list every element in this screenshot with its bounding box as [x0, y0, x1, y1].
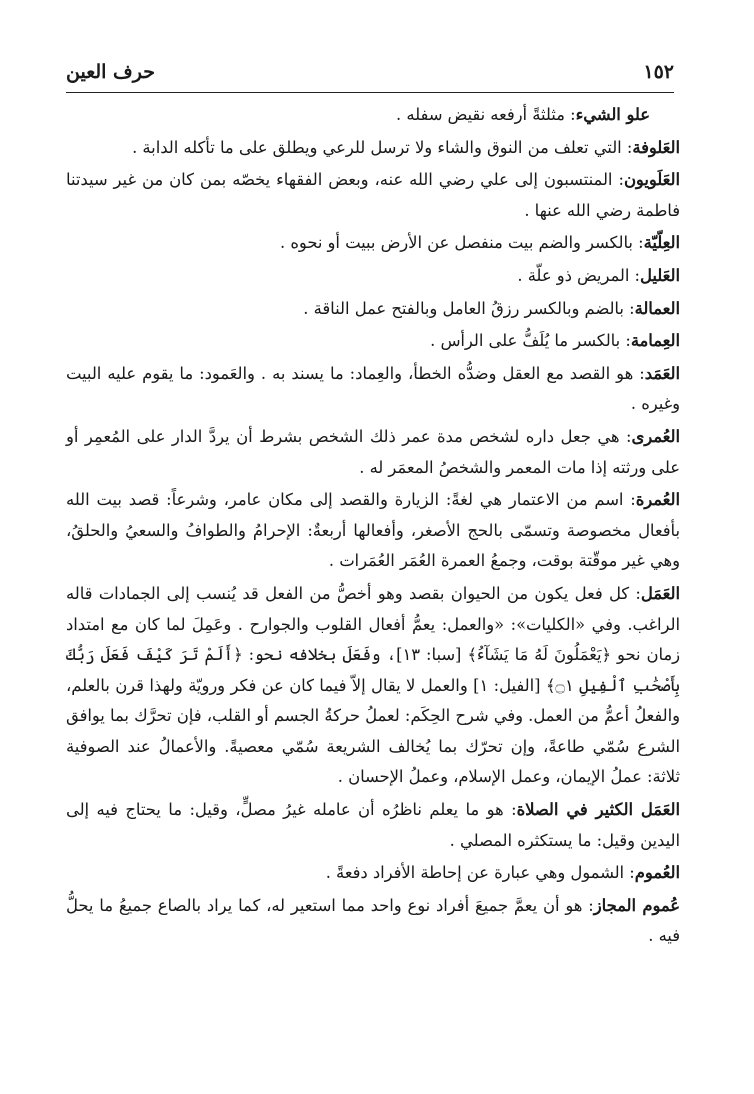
- entry-term: علو الشيء: [575, 105, 650, 124]
- dictionary-entry: [66, 858, 680, 889]
- section-title: حرف العين: [66, 61, 155, 83]
- dictionary-entry: [66, 100, 680, 131]
- entry-term: العُموم: [634, 863, 680, 883]
- dictionary-entry: [66, 795, 680, 856]
- entry-definition: : بالضم وبالكسر رزقُ العامل وبالفتح عمل الناقة .: [303, 298, 635, 318]
- entry-term: العَليل: [640, 265, 680, 285]
- entry-term: العُمرى: [631, 426, 680, 446]
- entry-definition: : المريض ذو علّة .: [517, 265, 641, 285]
- entry-definition: : بالكسر ما يُلَفُّ على الرأس .: [430, 331, 631, 351]
- dictionary-entry: [66, 326, 680, 357]
- dictionary-entry: [66, 891, 680, 952]
- entry-definition: : هو القصد مع العقل وضدُّه الخطأ، والعِماد: ما يسند به . والعَمود: ما يقوم عليه البيت وغيره .: [66, 363, 680, 414]
- dictionary-entry: [66, 422, 680, 483]
- dictionary-entry: [66, 485, 680, 577]
- entry-definition: : هو أن يعمَّ جميعَ أفراد نوع واحد مما استعير له، كما يراد بالصاع جميعُ ما يحلُّ فيه .: [66, 895, 680, 946]
- entry-definition: : التي تعلف من النوق والشاء ولا ترسل للرعي ويطلق على ما تأكله الدابة .: [132, 137, 633, 157]
- page-number: ١٥٢: [643, 61, 674, 83]
- entry-definition: : هي جعل داره لشخص مدة عمر ذلك الشخص بشرط أن يردَّ الدار على المُعمِر أو على ورثته إذا مات المعمر والشخصُ المعمَر له .: [66, 426, 680, 477]
- page-header: [66, 56, 674, 88]
- entry-term: العُمرة: [635, 490, 680, 510]
- entry-term: العِلّيّة: [643, 233, 680, 253]
- dictionary-entry: [66, 261, 680, 292]
- entry-definition: : الشمول وهي عبارة عن إحاطة الأفراد دفعةً .: [325, 863, 635, 883]
- entry-term: العِمامة: [630, 331, 680, 351]
- entry-definition: : هو ما يعلم ناظرُه أن عامله غيرُ مصلٍّ، وقيل: ما يحتاج فيه إلى اليدين وقيل: ما يستكثره المصلي .: [66, 800, 680, 850]
- entry-term: العمالة: [634, 298, 680, 318]
- entry-definition: : المنتسبون إلى علي رضي الله عنه، وبعض الفقهاء يخصّه بمن كان من غير سيدتنا فاطمة رضي الله عنها .: [66, 170, 680, 220]
- entry-definition: : كل فعل يكون من الحيوان بقصد وهو أخصُّ من الفعل قد يُنسب إلى الجمادات قاله الراغب. وفي «الكليات»: «والعمل: يعمُّ أفعال القلوب والجوارح . وعَمِلَ لما كان مع امتداد زمان نحو ﴿يَعْمَلُونَ لَهُ مَا يَشَآءُ﴾ [سبا: ١٣]، وفَعَلَ بخلافه نحو: ﴿أَلَمْ تَرَ كَيْفَ فَعَلَ رَبُّكَ بِأَصْحَٰبِ ٱلْفِيلِ ۝١﴾ [الفيل: ١] والعمل لا يقال إلاّ فيما كان عن فكر ورويّة ولهذا قرن بالعلم، والفعلُ أعمُّ من العمل. وفي شرح الحِكَم: لعملُ حركةُ الجسم أو القلب، فإن تحرَّك بما يوافق الشرع سُمّي طاعةً، وإن تحرّك بما يُخالف الشريعة سُمّي معصيةً. والأعمالُ عند الصوفية ثلاثة: عملُ الإيمان، وعمل الإسلام، وعملُ الإحسان .: [66, 583, 680, 787]
- dictionary-entry: [66, 228, 680, 259]
- entry-term: العَمَد: [644, 363, 680, 383]
- entry-term: العَلوفة: [632, 137, 680, 157]
- dictionary-entry: [66, 165, 680, 226]
- dictionary-entry: [66, 133, 680, 164]
- entry-term: عُموم المجاز: [593, 895, 680, 915]
- entry-definition: : بالكسر والضم بيت منفصل عن الأرض ببيت أو نحوه .: [280, 233, 644, 253]
- dictionary-entry: [66, 359, 680, 420]
- entry-term: العَلَويون: [623, 170, 680, 190]
- entry-definition: : اسم من الاعتمار هي لغةً: الزيارة والقصد إلى مكان عامر، وشرعاً: قصد بيت الله بأفعال مخصوصة وتسمّى بالحج الأصغر، وأفعالها أربعةٌ: الإحرامُ والطوافُ والسعيُ والحلقُ، وهي غير موقّتة بوقت، وجمعُ العمرة العُمَر العُمَرات .: [66, 490, 680, 571]
- entries-list: [66, 100, 680, 952]
- dictionary-entry: [66, 294, 680, 325]
- entry-term: العَمَل الكثير في الصلاة: [516, 800, 680, 820]
- header-divider: [66, 92, 674, 93]
- entry-definition: : مثلثةً أرفعه نقيض سفله .: [395, 105, 576, 124]
- entry-term: العَمَل: [640, 583, 680, 603]
- dictionary-entry: [66, 579, 680, 793]
